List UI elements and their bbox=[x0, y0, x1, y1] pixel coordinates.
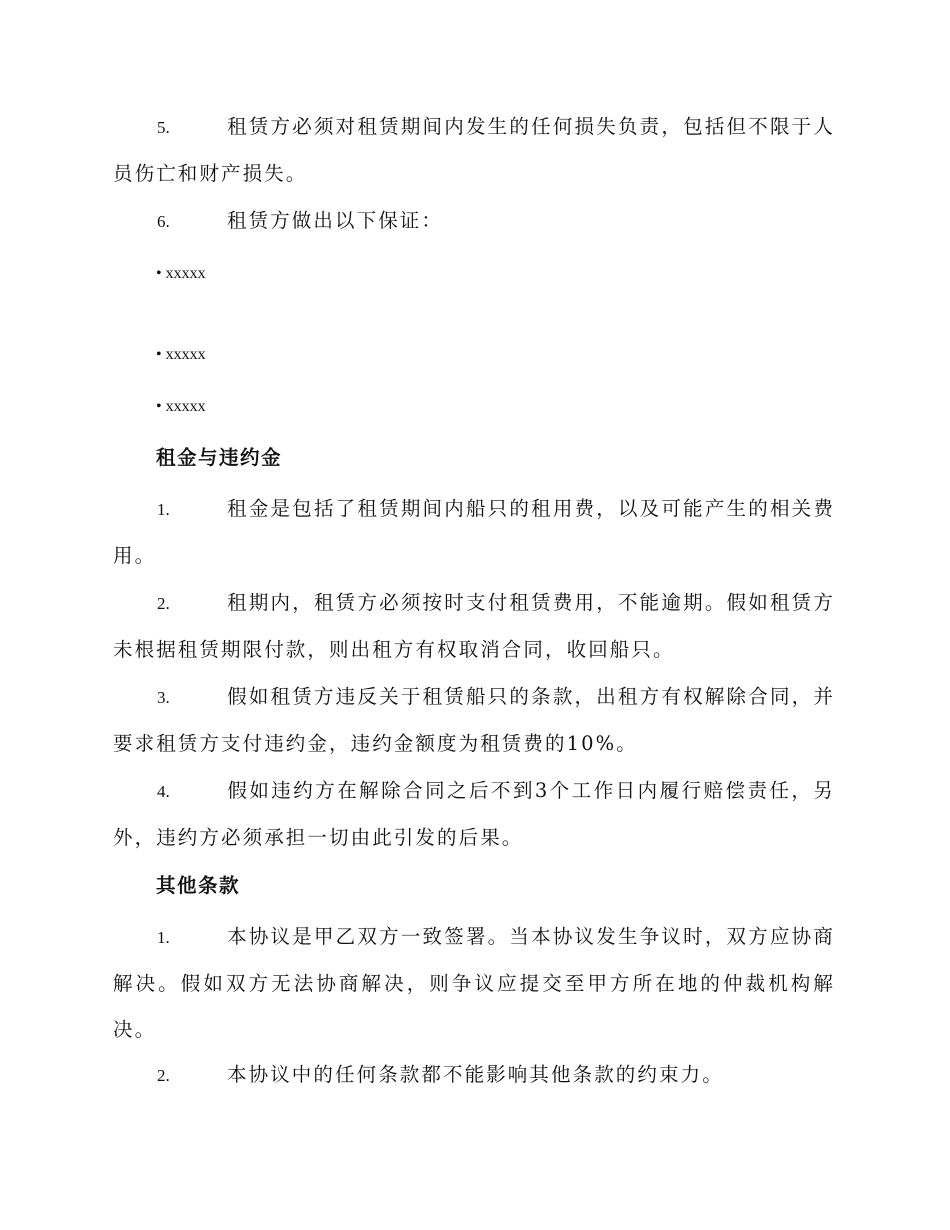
clause-text: 本协议中的任何条款都不能影响其他条款的约束力。 bbox=[227, 1063, 724, 1086]
clause-text: 租金是包括了租赁期间内船只的租用费，以及可能产生的相关费用。 bbox=[113, 497, 835, 567]
clause-6 bbox=[113, 198, 835, 245]
section-heading-other: 其他条款 bbox=[156, 874, 241, 897]
other-clause-2 bbox=[113, 1052, 835, 1099]
clause-text: 租期内，租赁方必须按时支付租赁费用，不能逾期。假如租赁方未根据租赁期限付款，则出租方有权取消合同，收回船只。 bbox=[113, 591, 835, 661]
clause-text: 租赁方必须对租赁期间内发生的任何损失负责，包括但不限于人员伤亡和财产损失。 bbox=[113, 115, 835, 185]
clause-number: 6. bbox=[157, 212, 170, 231]
clause-number: 1. bbox=[157, 928, 170, 947]
clause-text: 租赁方做出以下保证： bbox=[227, 209, 444, 232]
rent-clause-2 bbox=[113, 580, 835, 673]
other-clause-1 bbox=[113, 914, 835, 1053]
rent-clause-1 bbox=[113, 486, 835, 579]
clause-number: 1. bbox=[157, 500, 170, 519]
bullet-item-2: • xxxxx bbox=[156, 346, 206, 363]
rent-clause-4 bbox=[113, 768, 835, 861]
bullet-item-1: • xxxxx bbox=[156, 265, 206, 282]
clause-text: 假如违约方在解除合同之后不到3个工作日内履行赔偿责任，另外，违约方必须承担一切由此引发的后果。 bbox=[113, 779, 835, 849]
section-heading-rent: 租金与违约金 bbox=[156, 446, 283, 469]
bullet-item-3: • xxxxx bbox=[156, 398, 206, 415]
clause-5 bbox=[113, 104, 835, 197]
rent-clause-3 bbox=[113, 674, 835, 767]
clause-number: 5. bbox=[157, 118, 170, 137]
clause-number: 3. bbox=[157, 688, 170, 707]
clause-number: 4. bbox=[157, 782, 170, 801]
clause-number: 2. bbox=[157, 594, 170, 613]
clause-text: 假如租赁方违反关于租赁船只的条款，出租方有权解除合同，并要求租赁方支付违约金，违约金额度为租赁费的10%。 bbox=[113, 685, 835, 755]
clause-text: 本协议是甲乙双方一致签署。当本协议发生争议时，双方应协商解决。假如双方无法协商解决，则争议应提交至甲方所在地的仲裁机构解决。 bbox=[113, 925, 835, 1041]
clause-number: 2. bbox=[157, 1066, 170, 1085]
